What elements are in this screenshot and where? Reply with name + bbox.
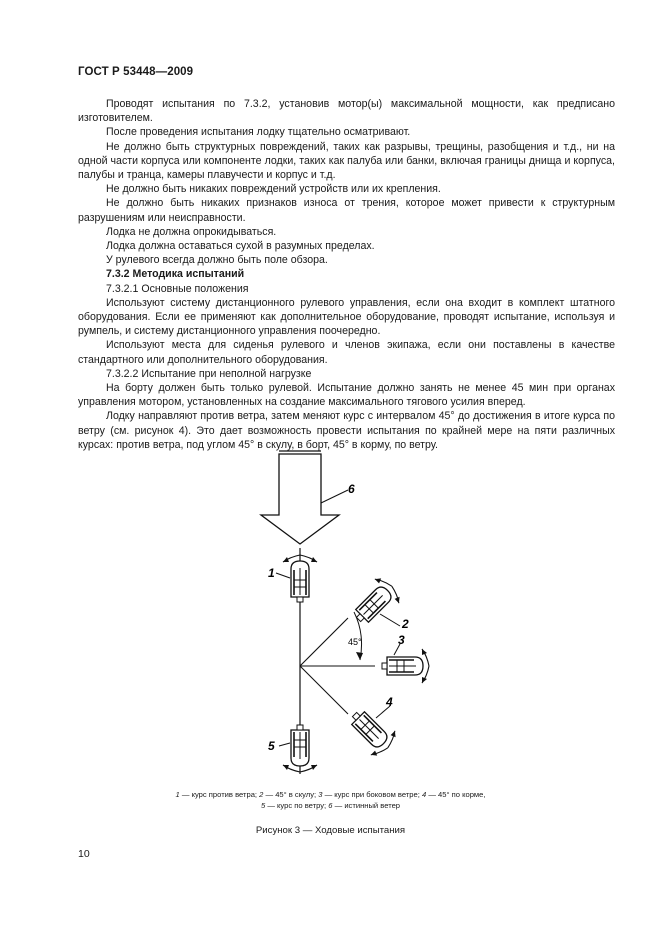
paragraph: Используют систему дистанционного рулевого управления, если она входит в комплект штатного оборудования. Если ее применяют как дополнительное оборудование, проводят испытание, используя и румпель, и систему дистанционного управления поочередно. [78,296,615,338]
callout-number: 2 [402,617,409,631]
subsection-heading: 7.3.2.2 Испытание при неполной нагрузке [106,367,312,380]
paragraph: На борту должен быть только рулевой. Испытание должно занять не менее 45 мин при органах управления мотором, установленных на создание максимального тягового усилия вперед. [78,382,615,409]
legend-text: — курс при боковом ветре; [322,790,422,799]
paragraph: Не должно быть никаких признаков износа от трения, которое может привести к структурным разрушениям или неисправности. [78,197,615,224]
course-line [300,666,348,714]
sea-trials-figure [180,448,480,778]
legend-number: 5 [260,801,266,810]
boat-icon [382,649,429,683]
legend-number: 2 [259,790,264,799]
boat-icon [283,555,317,602]
leader-line [276,573,290,578]
course-diagram [180,448,480,778]
callout-number: 6 [348,482,355,496]
paragraph: Проводят испытания по 7.3.2, установив мотор(ы) максимальной мощности, как предписано изготовителем. [78,98,615,125]
legend-text: — курс против ветра; [179,790,260,799]
boat-icon [283,725,317,772]
legend-text: — курс по ветру; [265,801,329,810]
callout-number: 3 [398,633,405,647]
legend-number: 1 [175,790,180,799]
leader-line [380,614,400,626]
page-number: 10 [78,848,90,860]
figure-caption: Рисунок 3 — Ходовые испытания [255,825,406,836]
legend-text: — 45° в скулу; [263,790,319,799]
legend-number: 4 [421,790,427,799]
subsection-heading: 7.3.2.1 Основные положения [106,282,249,295]
figure-legend [100,789,561,811]
paragraph: Лодка должна оставаться сухой в разумных пределах. [106,240,375,253]
leader-line [279,743,290,746]
body-text [78,97,615,452]
leader-line [321,490,348,503]
callout-number: 4 [386,695,393,709]
legend-line [100,800,561,811]
paragraph: Не должно быть структурных повреждений, таких как разрывы, трещины, разобщения и т.д., ни на одной части корпуса или компоненте лодки, таких как палуба или банки, включая границы днища и корпуса, палубы и транца, камеры плавучести и корпус и т.д. [78,140,615,182]
callout-number: 1 [268,566,275,580]
paragraph: Не должно быть никаких повреждений устройств или их крепления. [106,183,441,196]
legend-number: 6 [328,801,333,810]
paragraph: После проведения испытания лодку тщательно осматривают. [106,126,411,139]
course-line [300,618,348,666]
legend-line [100,789,561,800]
wind-arrow [261,454,339,544]
callout-number: 5 [268,739,275,753]
paragraph: Лодку направляют против ветра, затем меняют курс с интервалом 45° до достижения в итоге курса по ветру (см. рисунок 4). Это дает возможность провести испытания по крайней мере на пяти различных курсах: против ветра, под углом 45° в скулу, в борт, 45° в корму, по ветру. [78,410,615,451]
legend-text: — истинный ветер [332,801,401,810]
document-number: ГОСТ Р 53448—2009 [78,66,194,78]
angle-label: 45° [348,637,362,647]
boat-icon [343,703,400,760]
paragraph: Используют места для сиденья рулевого и членов экипажа, если они поставлены в качестве стандартного или дополнительного оборудования. [78,339,615,366]
legend-number: 3 [318,790,323,799]
paragraph: У рулевого всегда должно быть поле обзора. [106,254,328,267]
legend-text: — 45° по корме, [426,790,486,799]
paragraph: Лодка не должна опрокидываться. [106,225,277,238]
section-heading: 7.3.2 Методика испытаний [106,268,245,281]
